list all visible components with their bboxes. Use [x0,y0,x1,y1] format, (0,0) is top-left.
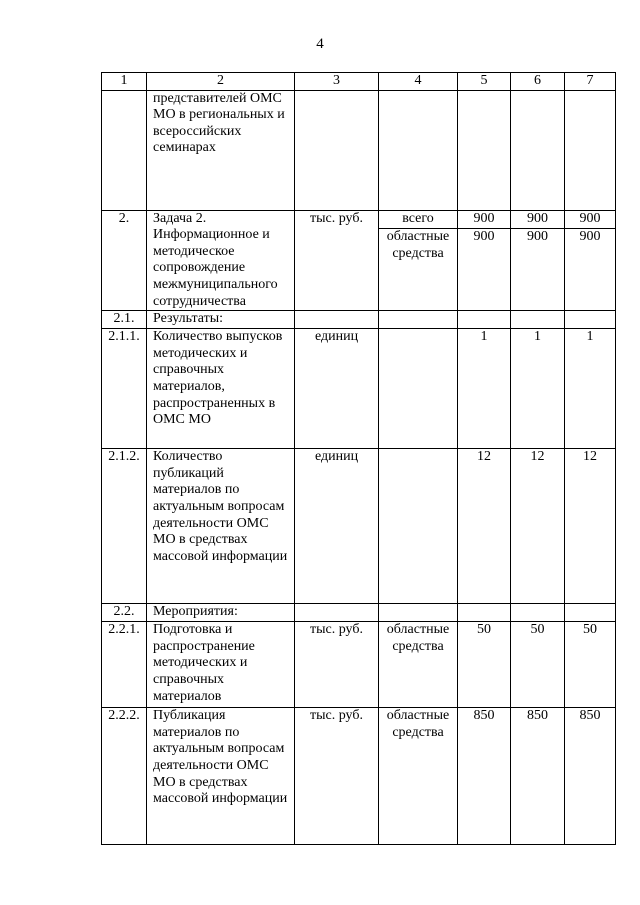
row-value-5-total: 900 [458,210,511,228]
header-col-6: 6 [511,73,565,91]
header-col-5: 5 [458,73,511,91]
row-number: 2.1.1. [102,329,147,449]
row-source [379,90,458,210]
table-row [102,622,616,708]
row-description: Количество выпусков методических и справочных материалов, распространенных в ОМС МО [147,329,295,449]
row-unit: единиц [295,329,379,449]
row-unit [295,604,379,622]
row-description: Публикация материалов по актуальным вопросам деятельности ОМС МО в средствах массовой информации [147,708,295,845]
row-description: Количество публикаций материалов по актуальным вопросам деятельности ОМС МО в средствах массовой информации [147,449,295,604]
row-number: 2.1. [102,311,147,329]
header-col-3: 3 [295,73,379,91]
row-source [379,329,458,449]
header-col-4: 4 [379,73,458,91]
row-number: 2.2. [102,604,147,622]
row-unit: тыс. руб. [295,708,379,845]
page-number: 4 [316,36,324,52]
row-value-7: 850 [565,708,616,845]
row-number: 2.1.2. [102,449,147,604]
header-col-2: 2 [147,73,295,91]
row-value-5: 50 [458,622,511,708]
row-source [379,311,458,329]
row-description: Задача 2. Информационное и методическое сопровождение межмуниципального сотрудничества [147,210,295,311]
row-value-5: 1 [458,329,511,449]
row-unit [295,90,379,210]
row-value-5 [458,90,511,210]
row-description: представителей ОМС МО в региональных и всероссийских семинарах [147,90,295,210]
table-row [102,449,616,604]
header-col-1: 1 [102,73,147,91]
row-value-6-total: 900 [511,210,565,228]
row-source: областные средства [379,708,458,845]
row-value-5: 850 [458,708,511,845]
row-value-7: 50 [565,622,616,708]
row-source: областные средства [379,622,458,708]
row-source [379,604,458,622]
row-description: Подготовка и распространение методических и справочных материалов [147,622,295,708]
row-value-7: 12 [565,449,616,604]
row-value-6 [511,604,565,622]
row-value-7 [565,90,616,210]
row-value-5 [458,604,511,622]
row-value-7: 1 [565,329,616,449]
row-number: 2. [102,210,147,311]
row-number: 2.2.1. [102,622,147,708]
row-value-5: 12 [458,449,511,604]
row-description: Результаты: [147,311,295,329]
row-source-total: всего [379,210,458,228]
row-description: Мероприятия: [147,604,295,622]
table-row [102,604,616,622]
row-unit: единиц [295,449,379,604]
row-source [379,449,458,604]
row-number: 2.2.2. [102,708,147,845]
row-value-6: 850 [511,708,565,845]
header-col-7: 7 [565,73,616,91]
table-row [102,210,616,228]
row-value-5 [458,311,511,329]
row-value-5-regional: 900 [458,229,511,311]
row-value-6 [511,90,565,210]
row-number [102,90,147,210]
table-row [102,311,616,329]
row-value-7 [565,604,616,622]
row-source-regional: областные средства [379,229,458,311]
row-value-6: 50 [511,622,565,708]
row-value-7-total: 900 [565,210,616,228]
row-value-6 [511,311,565,329]
table-header-row [102,73,616,91]
row-value-7-regional: 900 [565,229,616,311]
row-value-6-regional: 900 [511,229,565,311]
table-row [102,329,616,449]
row-unit [295,311,379,329]
table-row [102,90,616,210]
table-row [102,708,616,845]
row-unit: тыс. руб. [295,210,379,311]
row-value-6: 1 [511,329,565,449]
row-value-6: 12 [511,449,565,604]
indicators-table [101,72,616,845]
row-unit: тыс. руб. [295,622,379,708]
row-value-7 [565,311,616,329]
